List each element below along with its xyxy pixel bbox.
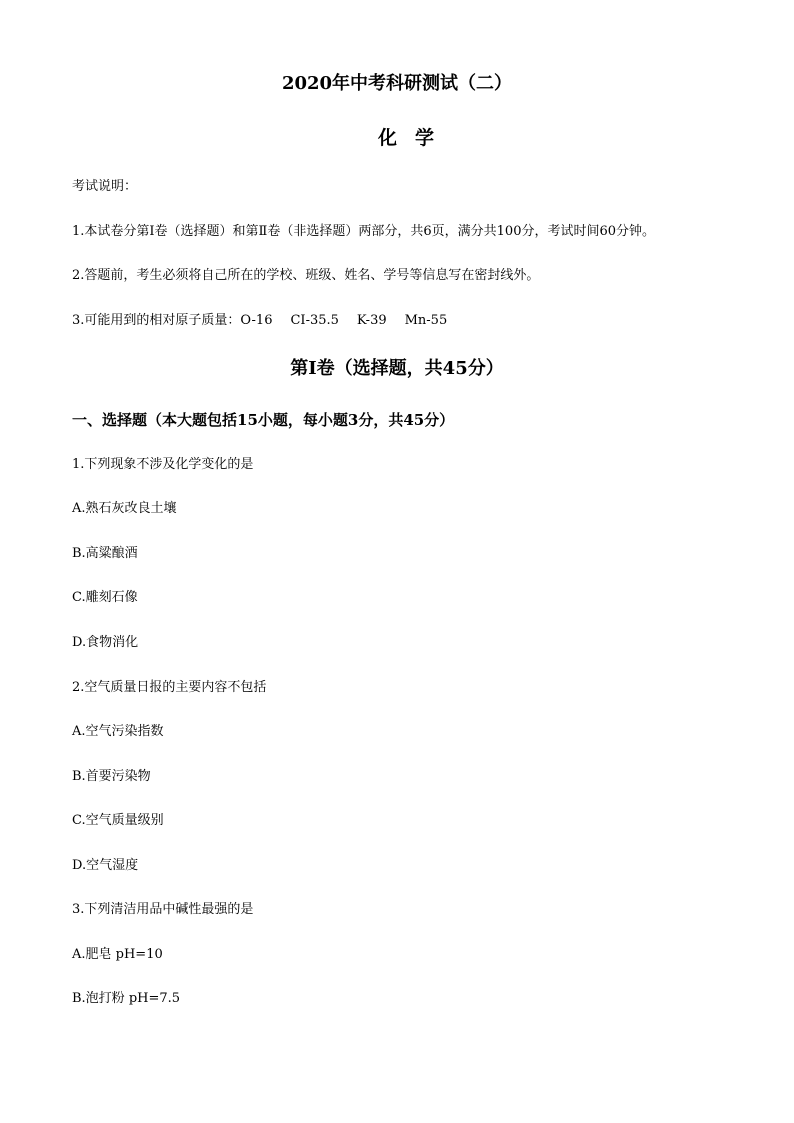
atomic-mass-value: CI-35.5: [290, 313, 339, 328]
instructions-heading: 考试说明：: [72, 179, 138, 194]
question-option: B.泡打粉 pH=7.5: [72, 991, 181, 1006]
atomic-mass-value: O-16: [240, 313, 273, 328]
question-stem: 1.下列现象不涉及化学变化的是: [72, 457, 254, 472]
question-option: D.食物消化: [72, 635, 139, 650]
instruction-item-3: [72, 313, 447, 329]
instruction-item-1: 1.本试卷分第Ⅰ卷（选择题）和第Ⅱ卷（非选择题）两部分，共6页，满分共100分，考试时间60分钟。: [72, 224, 656, 239]
instruction-item-2: 2.答题前，考生必须将自己所在的学校、班级、姓名、学号等信息写在密封线外。: [72, 268, 540, 283]
atomic-mass-label: 3.可能用到的相对原子质量：: [72, 313, 241, 328]
question-option: A.熟石灰改良土壤: [72, 501, 177, 516]
subject-title: 化学: [377, 127, 452, 149]
exam-title: 2020年中考科研测试（二）: [281, 73, 513, 94]
part-title: 一、选择题（本大题包括15小题，每小题3分，共45分）: [72, 411, 455, 429]
question-option: A.空气污染指数: [72, 724, 164, 739]
section-title: 第Ⅰ卷（选择题，共45分）: [290, 358, 504, 379]
question-stem: 2.空气质量日报的主要内容不包括: [72, 680, 267, 695]
question-stem: 3.下列清洁用品中碱性最强的是: [72, 902, 254, 917]
atomic-mass-value: Mn-55: [404, 313, 448, 328]
question-option: A.肥皂 pH=10: [72, 947, 163, 962]
question-option: D.空气湿度: [72, 858, 139, 873]
question-option: B.高粱酿酒: [72, 546, 138, 561]
question-option: B.首要污染物: [72, 769, 151, 784]
question-option: C.雕刻石像: [72, 590, 138, 605]
question-option: C.空气质量级别: [72, 813, 164, 828]
atomic-mass-value: K-39: [356, 313, 387, 328]
